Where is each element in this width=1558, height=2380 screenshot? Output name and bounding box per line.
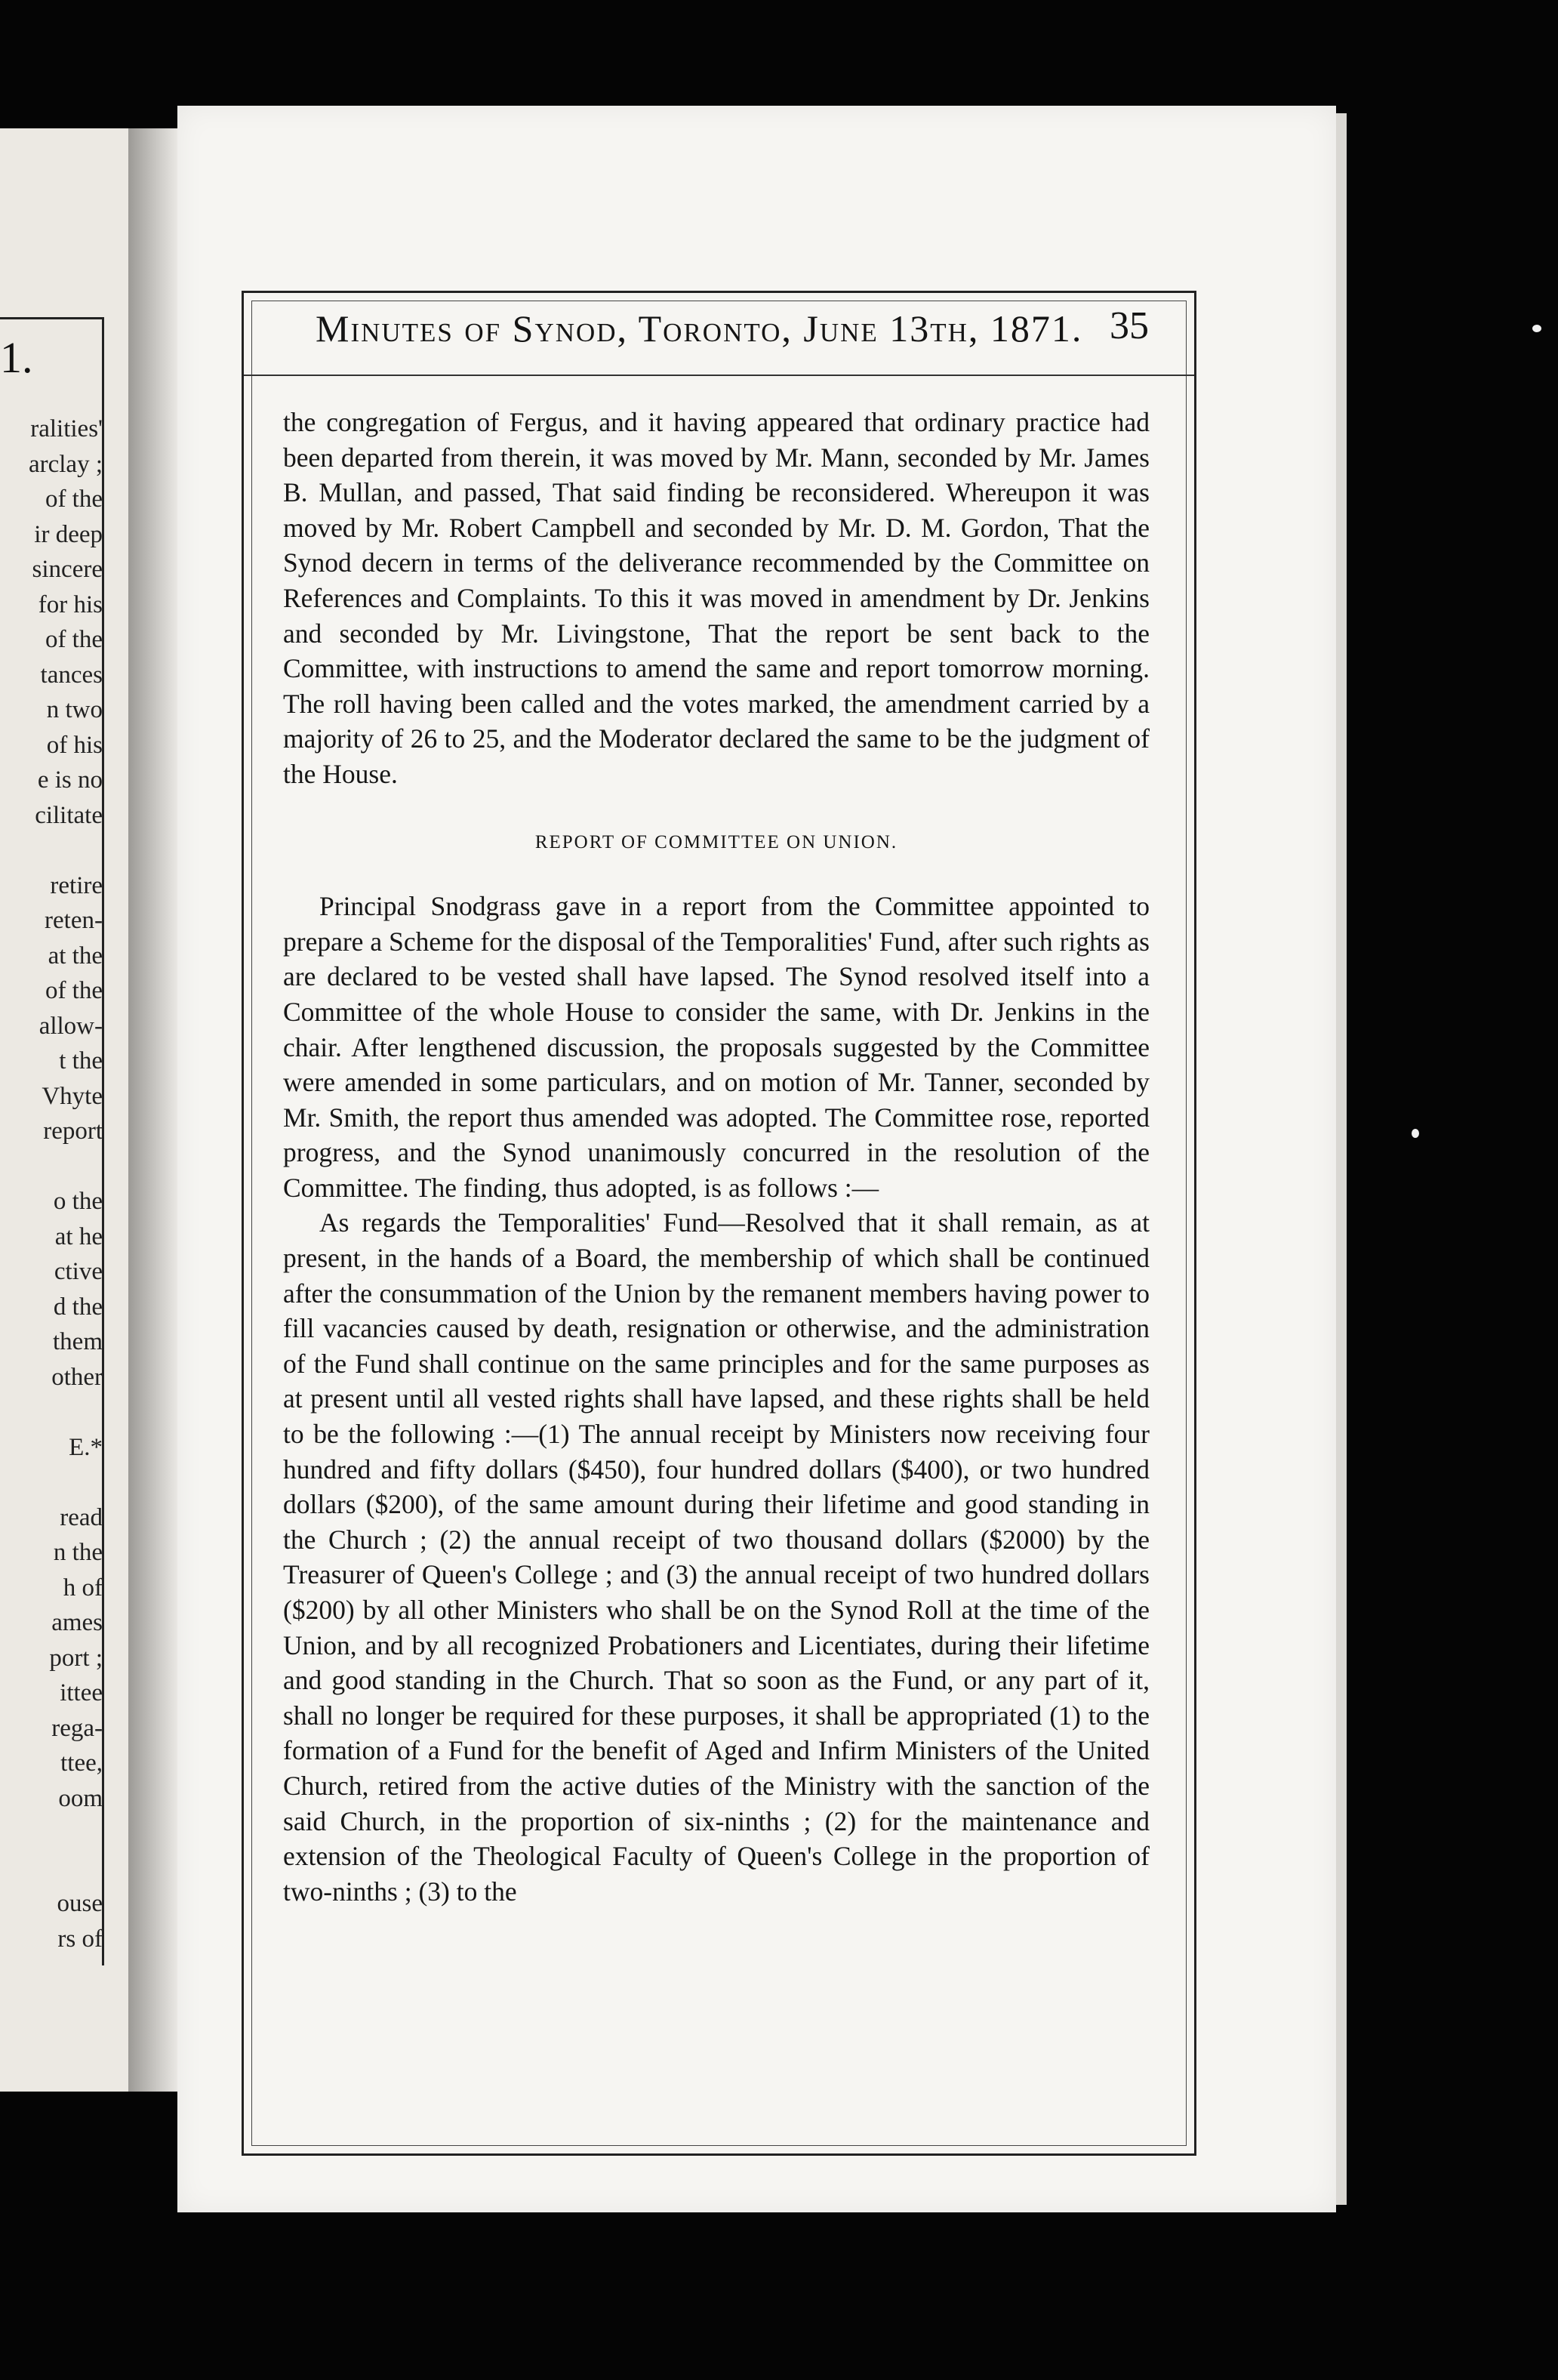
facing-page-line: ttee,: [60, 1750, 103, 1777]
facing-page-line: ir deep: [34, 520, 103, 548]
paragraph-report: Principal Snodgrass gave in a report from the Committee appointed to prepare a Scheme for the disposal of the Temporalities' Fund, after such rights as are declared to be vested shall have lapsed. The Synod resolved itself into a Committee of the whole House to consider the same, with Dr. Jenkins in the chair. After lengthened discussion, the proposals suggested by the Committee were amended in some particulars, and on motion of Mr. Tanner, seconded by Mr. Smith, the report thus amended was adopted. The Committee rose, reported progress, and the Synod unanimously concurred in the resolution of the Committee. The finding, thus adopted, is as follows :—: [283, 891, 1150, 1203]
facing-page-line: cilitate: [35, 801, 103, 829]
facing-page-line: ouse: [57, 1890, 103, 1917]
running-head: Minutes of Synod, Toronto, June 13th, 1871.: [316, 307, 1083, 350]
facing-page-line: rs of: [57, 1925, 103, 1953]
scan-speck: [1412, 1129, 1419, 1138]
facing-page-line: other: [51, 1363, 103, 1391]
facing-page-heading: 1.: [0, 333, 33, 382]
facing-page-line: d the: [53, 1293, 103, 1321]
facing-page-line: h of: [63, 1574, 103, 1602]
facing-page-line: arclay ;: [28, 450, 103, 478]
facing-page-line: sincere: [32, 556, 103, 583]
paragraph-temporalities: As regards the Temporalities' Fund—Resolved that it shall remain, as at present, in the hands of a Board, the membership of which shall be continued after the consummation of the Union by the remanent members having power to fill vacancies caused by death, resignation or otherwise, and the administration of the Fund shall continue on the same principles and for the same purposes as at present until all vested rights shall have lapsed, and these rights shall be held to be the following :—(1) The annual receipt by Ministers now receiving four hundred and fifty dollars ($450), four hundred dollars ($400), or two hundred dollars ($200), of the same amount during their lifetime and good standing in the Church ; (2) the annual receipt of two thousand dollars ($2000) by the Treasurer of Queen's College ; and (3) the annual receipt of two hundred dollars ($200) by all other Ministers who shall be on the Synod Roll at the time of the Union, and by all recognized Probationers and Licentiates, during their lifetime and good standing in the Church. That so soon as the Fund, or any part of it, shall no longer be required for these purposes, it shall be appropriated (1) to the formation of a Fund for the benefit of Aged and Infirm Ministers of the United Church, retired from the active duties of the Ministry with the sanction of the said Church, in the proportion of six-ninths ; (2) for the maintenance and extension of the Theological Faculty of Queen's College in the proportion of two-ninths ; (3) to the: [283, 1207, 1150, 1907]
facing-page-line: reten-: [45, 907, 103, 934]
book-gutter: [128, 128, 181, 2092]
facing-page-line: them: [53, 1328, 103, 1355]
facing-page-line: E.*: [69, 1433, 103, 1461]
facing-page-line: o the: [53, 1188, 103, 1215]
facing-page-line: oom: [58, 1784, 103, 1812]
facing-page-line: at the: [48, 942, 103, 970]
facing-page-line: ralities': [30, 415, 103, 442]
facing-page-line: Vhyte: [42, 1082, 103, 1110]
facing-page-line: read: [60, 1503, 103, 1531]
facing-page-line: ames: [51, 1609, 103, 1636]
scan-speck: [1532, 325, 1541, 332]
page-border: [242, 291, 1196, 2156]
facing-page-line: n the: [53, 1539, 103, 1566]
facing-page-line: ctive: [54, 1258, 103, 1285]
facing-page-line: for his: [38, 590, 103, 618]
page-body: [283, 405, 1150, 1909]
section-heading: REPORT OF COMMITTEE ON UNION.: [534, 831, 898, 852]
facing-page-line: of the: [45, 486, 103, 513]
facing-page-line: n two: [46, 696, 103, 723]
facing-page-line: tances: [40, 661, 103, 689]
facing-page-line: of the: [45, 626, 103, 653]
page-header: [244, 293, 1194, 376]
facing-page-line: rega-: [51, 1714, 103, 1742]
facing-page-line: at he: [54, 1222, 103, 1250]
book-page: [177, 106, 1336, 2212]
facing-page-line: e is no: [37, 766, 103, 794]
facing-page-fragment: [0, 128, 128, 2092]
facing-page-line: ittee: [60, 1679, 103, 1706]
facing-page-line: t the: [59, 1047, 103, 1074]
page-number: 35: [1110, 304, 1149, 347]
facing-page-line: of his: [46, 731, 103, 759]
facing-page-line: port ;: [49, 1644, 103, 1672]
facing-page-line: retire: [50, 871, 103, 899]
page-edge: [1336, 113, 1347, 2205]
facing-page-line: report: [43, 1118, 103, 1145]
paragraph-fergus: the congregation of Fergus, and it having appeared that ordinary practice had been departed from therein, it was moved by Mr. Mann, seconded by Mr. James B. Mullan, and passed, That said finding be reconsidered. Whereupon it was moved by Mr. Robert Campbell and seconded by Mr. D. M. Gordon, That the Synod decern in terms of the deliverance recommended by the Committee on References and Complaints. To this it was moved in amendment by Dr. Jenkins and seconded by Mr. Livingstone, That the report be sent back to the Committee, with instructions to amend the same and report tomorrow morning. The roll having been called and the votes marked, the amendment carried by a majority of 26 to 25, and the Moderator declared the same to be the judgment of the House.: [283, 407, 1150, 789]
facing-page-line: of the: [45, 977, 103, 1004]
facing-page-line: allow-: [38, 1012, 103, 1040]
